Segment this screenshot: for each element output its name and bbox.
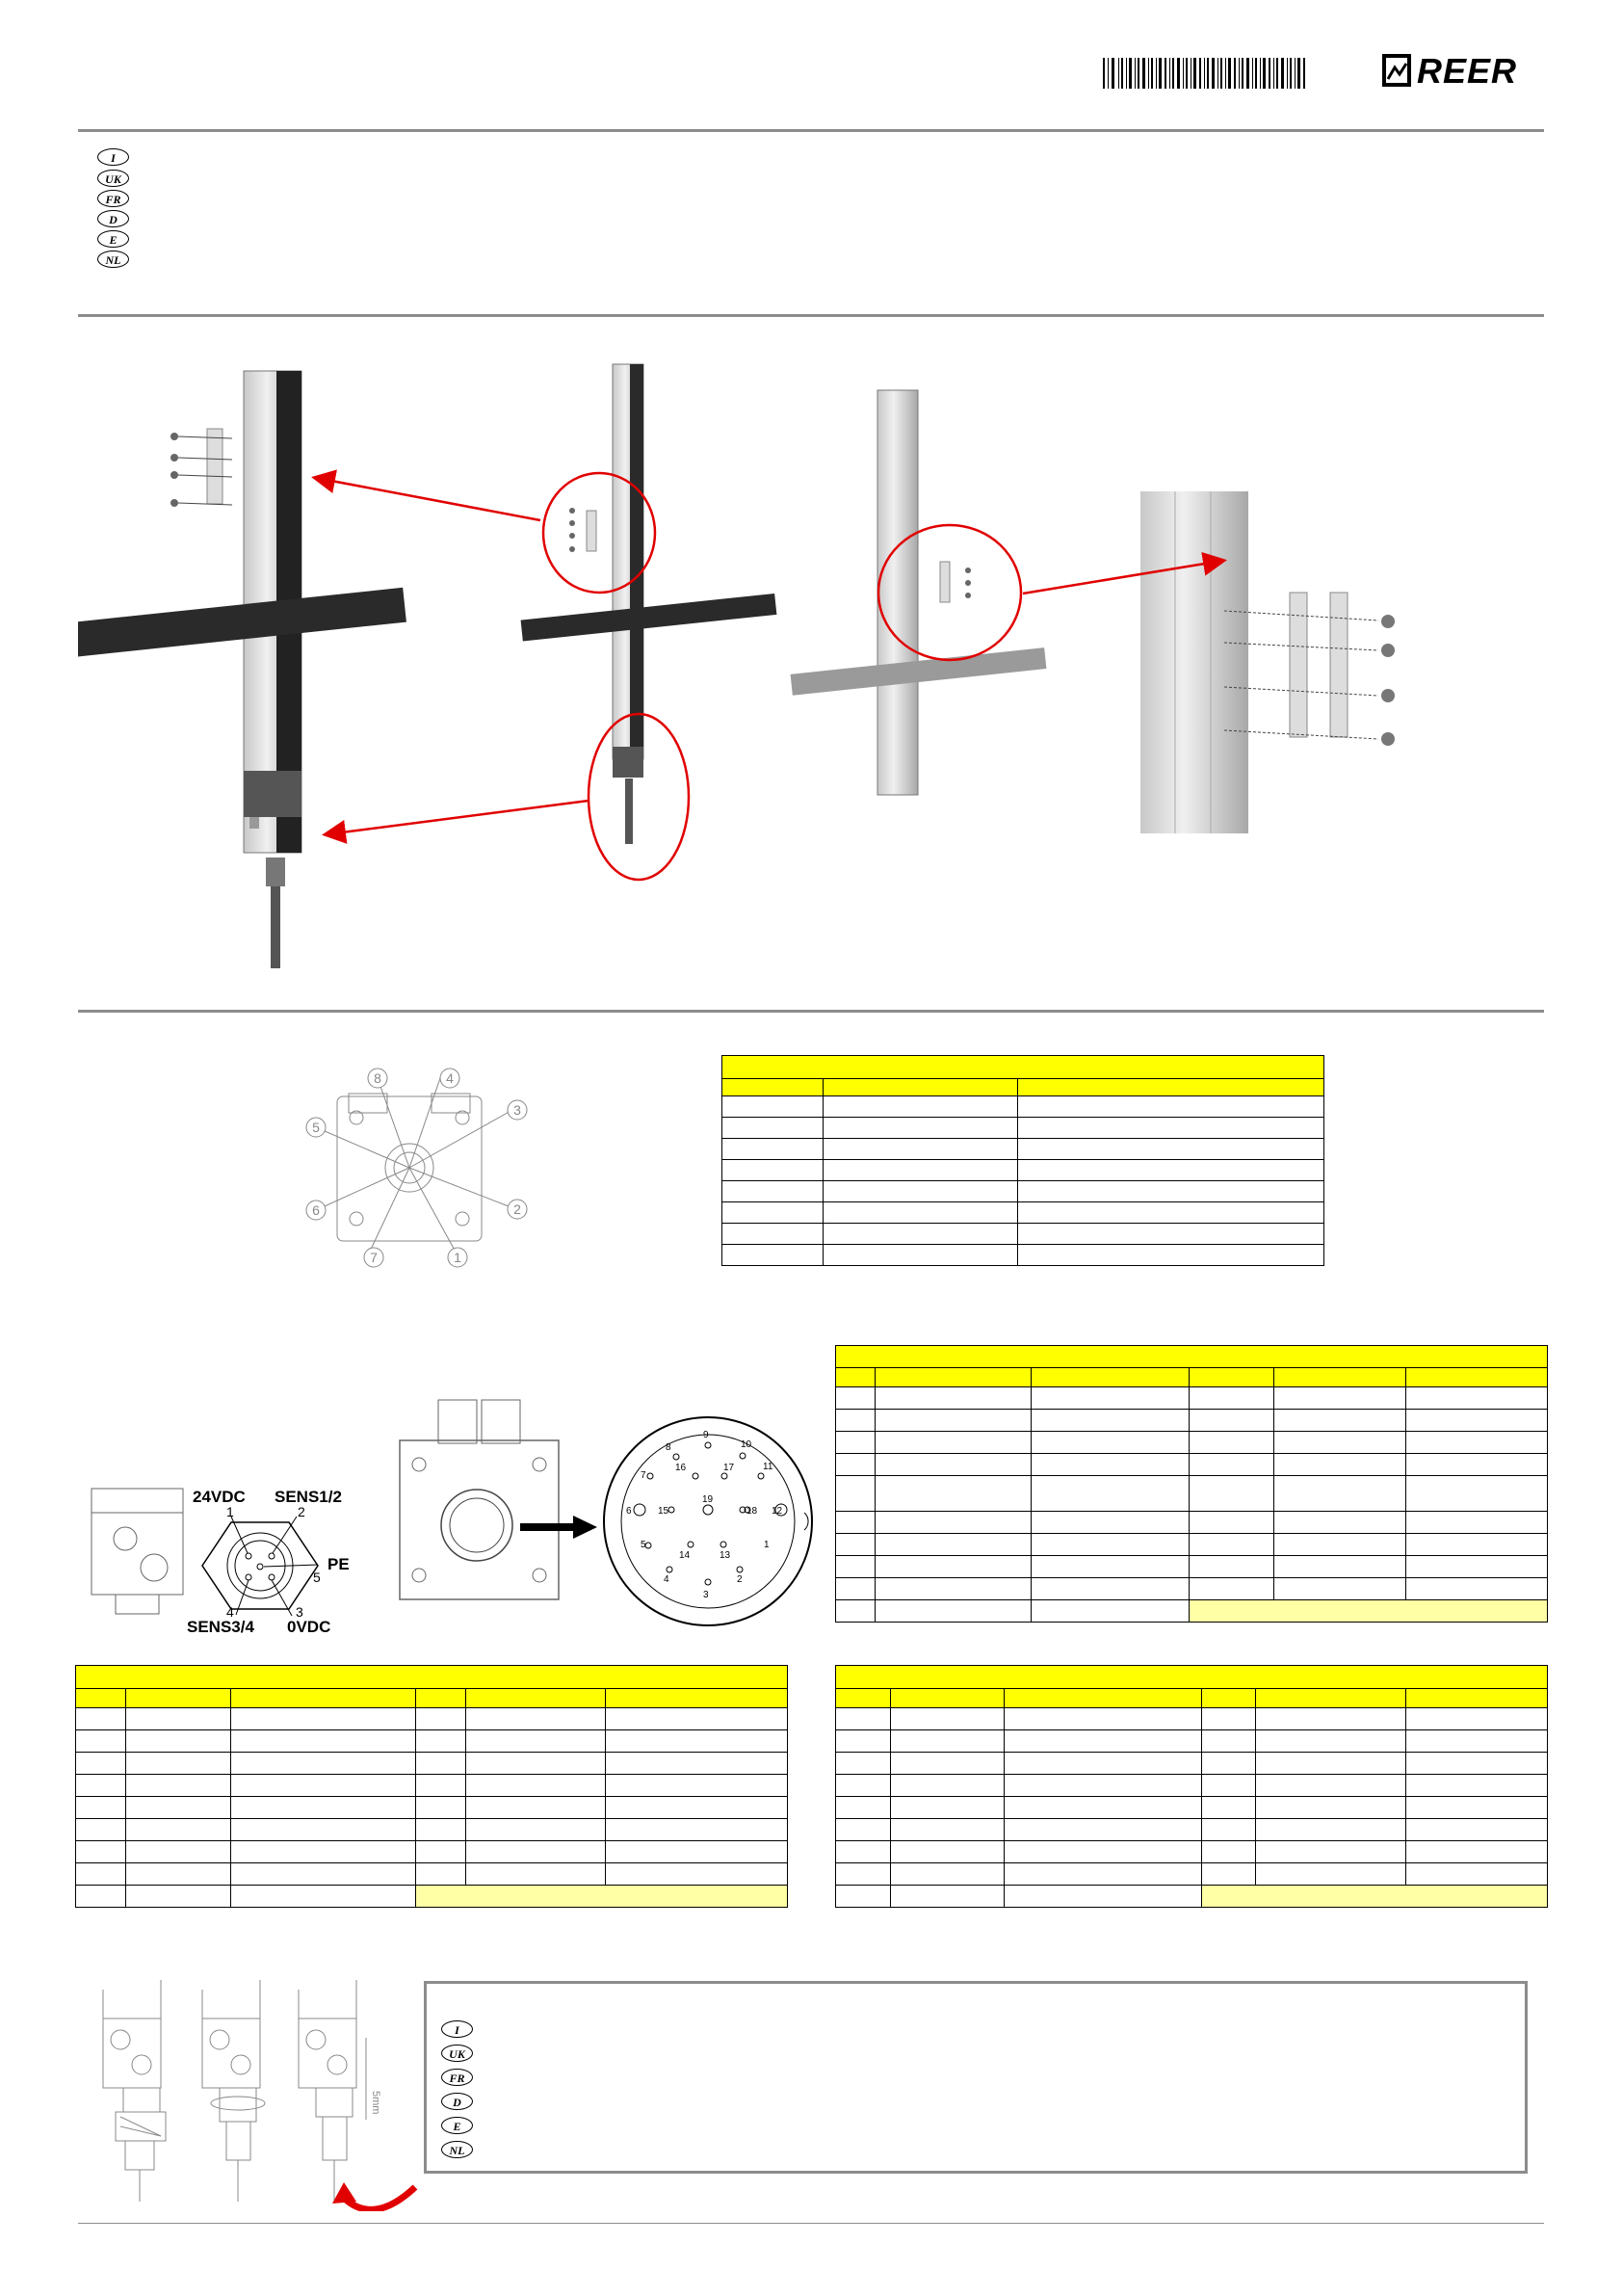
- brand-logo: [1382, 52, 1532, 91]
- pin-num-4: 4: [226, 1604, 234, 1620]
- top-rule: [78, 129, 1544, 132]
- pin-label-8: 8: [374, 1070, 381, 1086]
- label-sens12: SENS1/2: [275, 1488, 342, 1506]
- m12-5pin-housing-drawing: [87, 1479, 193, 1633]
- lang-flag-uk: UK: [97, 170, 129, 187]
- light-curtain-bar-cylindrical: [791, 390, 1047, 795]
- label-pe: PE: [327, 1555, 350, 1573]
- lang-flag-bottom-e: E: [441, 2117, 473, 2134]
- barcode: [1103, 58, 1363, 89]
- lang-flag-nl: NL: [97, 251, 129, 268]
- language-notes-box: [424, 1981, 1528, 2174]
- section-rule-1: [78, 314, 1544, 317]
- pin-num-1: 1: [226, 1504, 234, 1519]
- footer-rule: [78, 2223, 1544, 2224]
- pin-label-6: 6: [312, 1202, 320, 1218]
- lang-flag-bottom-nl: NL: [441, 2141, 473, 2158]
- svg-text:5: 5: [641, 1540, 646, 1550]
- pin-label-2: 2: [513, 1201, 521, 1217]
- lang-flag-bottom-uk: UK: [441, 2045, 473, 2062]
- svg-text:13: 13: [720, 1550, 731, 1561]
- pin-label-4: 4: [446, 1070, 454, 1086]
- svg-text:2: 2: [737, 1574, 743, 1585]
- 19pin-connector-drawing: [602, 1409, 819, 1635]
- brand-name: REER: [1417, 51, 1518, 91]
- svg-text:7: 7: [641, 1470, 646, 1481]
- svg-text:14: 14: [679, 1550, 691, 1561]
- pinout-table-left: [75, 1665, 788, 1908]
- svg-text:4: 4: [664, 1574, 669, 1585]
- dimension-5mm: 5mm: [370, 2091, 381, 2115]
- light-curtain-bar-large: [78, 371, 406, 968]
- connector-tightening-drawings: [92, 1980, 429, 2211]
- svg-text:8: 8: [666, 1442, 671, 1453]
- lang-flag-bottom-i: I: [441, 2020, 473, 2038]
- pin-num-5: 5: [313, 1570, 321, 1585]
- 19pin-housing-drawing: [395, 1392, 563, 1619]
- svg-text:12: 12: [772, 1506, 783, 1517]
- label-0vdc: 0VDC: [287, 1618, 331, 1636]
- lang-flag-fr: FR: [97, 190, 129, 207]
- pinout-table-19pin: [835, 1345, 1548, 1623]
- pin-label-3: 3: [513, 1102, 521, 1118]
- label-sens34: SENS3/4: [187, 1618, 254, 1636]
- lang-flag-d: D: [97, 210, 129, 227]
- svg-text:1: 1: [764, 1540, 770, 1550]
- svg-text:11: 11: [763, 1462, 773, 1472]
- section-rule-2: [78, 1010, 1544, 1013]
- svg-text:6: 6: [626, 1506, 632, 1517]
- svg-text:18: 18: [746, 1506, 758, 1517]
- pin-label-1: 1: [454, 1250, 461, 1265]
- svg-text:10: 10: [741, 1439, 752, 1450]
- pinout-table-right: [835, 1665, 1548, 1908]
- lang-flag-bottom-fr: FR: [441, 2069, 473, 2086]
- label-24vdc: 24VDC: [193, 1488, 246, 1506]
- svg-text:15: 15: [658, 1506, 669, 1517]
- pinout-table-m12-8pin: [721, 1055, 1324, 1266]
- light-curtain-bar-medium: [521, 364, 777, 880]
- lang-flag-i: I: [97, 148, 129, 166]
- svg-text:17: 17: [723, 1463, 735, 1473]
- arrow-connector: [327, 801, 589, 834]
- mounting-illustration: [78, 318, 1544, 1012]
- svg-text:16: 16: [675, 1463, 687, 1473]
- pin-num-3: 3: [296, 1604, 303, 1620]
- arrow-bracket: [316, 478, 540, 520]
- lang-flag-e: E: [97, 230, 129, 248]
- barcode-graphic: [1103, 58, 1363, 89]
- pin-num-2: 2: [298, 1504, 305, 1519]
- svg-text:3: 3: [703, 1590, 709, 1600]
- svg-text:19: 19: [702, 1494, 714, 1505]
- m12-5pin-connector-drawing: [183, 1484, 366, 1643]
- pin-label-7: 7: [370, 1250, 378, 1265]
- bracket-detail-view: [1140, 491, 1395, 833]
- svg-text:9: 9: [703, 1430, 709, 1440]
- m12-8pin-connector-drawing: [289, 1060, 530, 1291]
- lang-flag-bottom-d: D: [441, 2093, 473, 2110]
- pin-label-5: 5: [312, 1120, 320, 1135]
- arrow-to-pinout: [515, 1508, 602, 1546]
